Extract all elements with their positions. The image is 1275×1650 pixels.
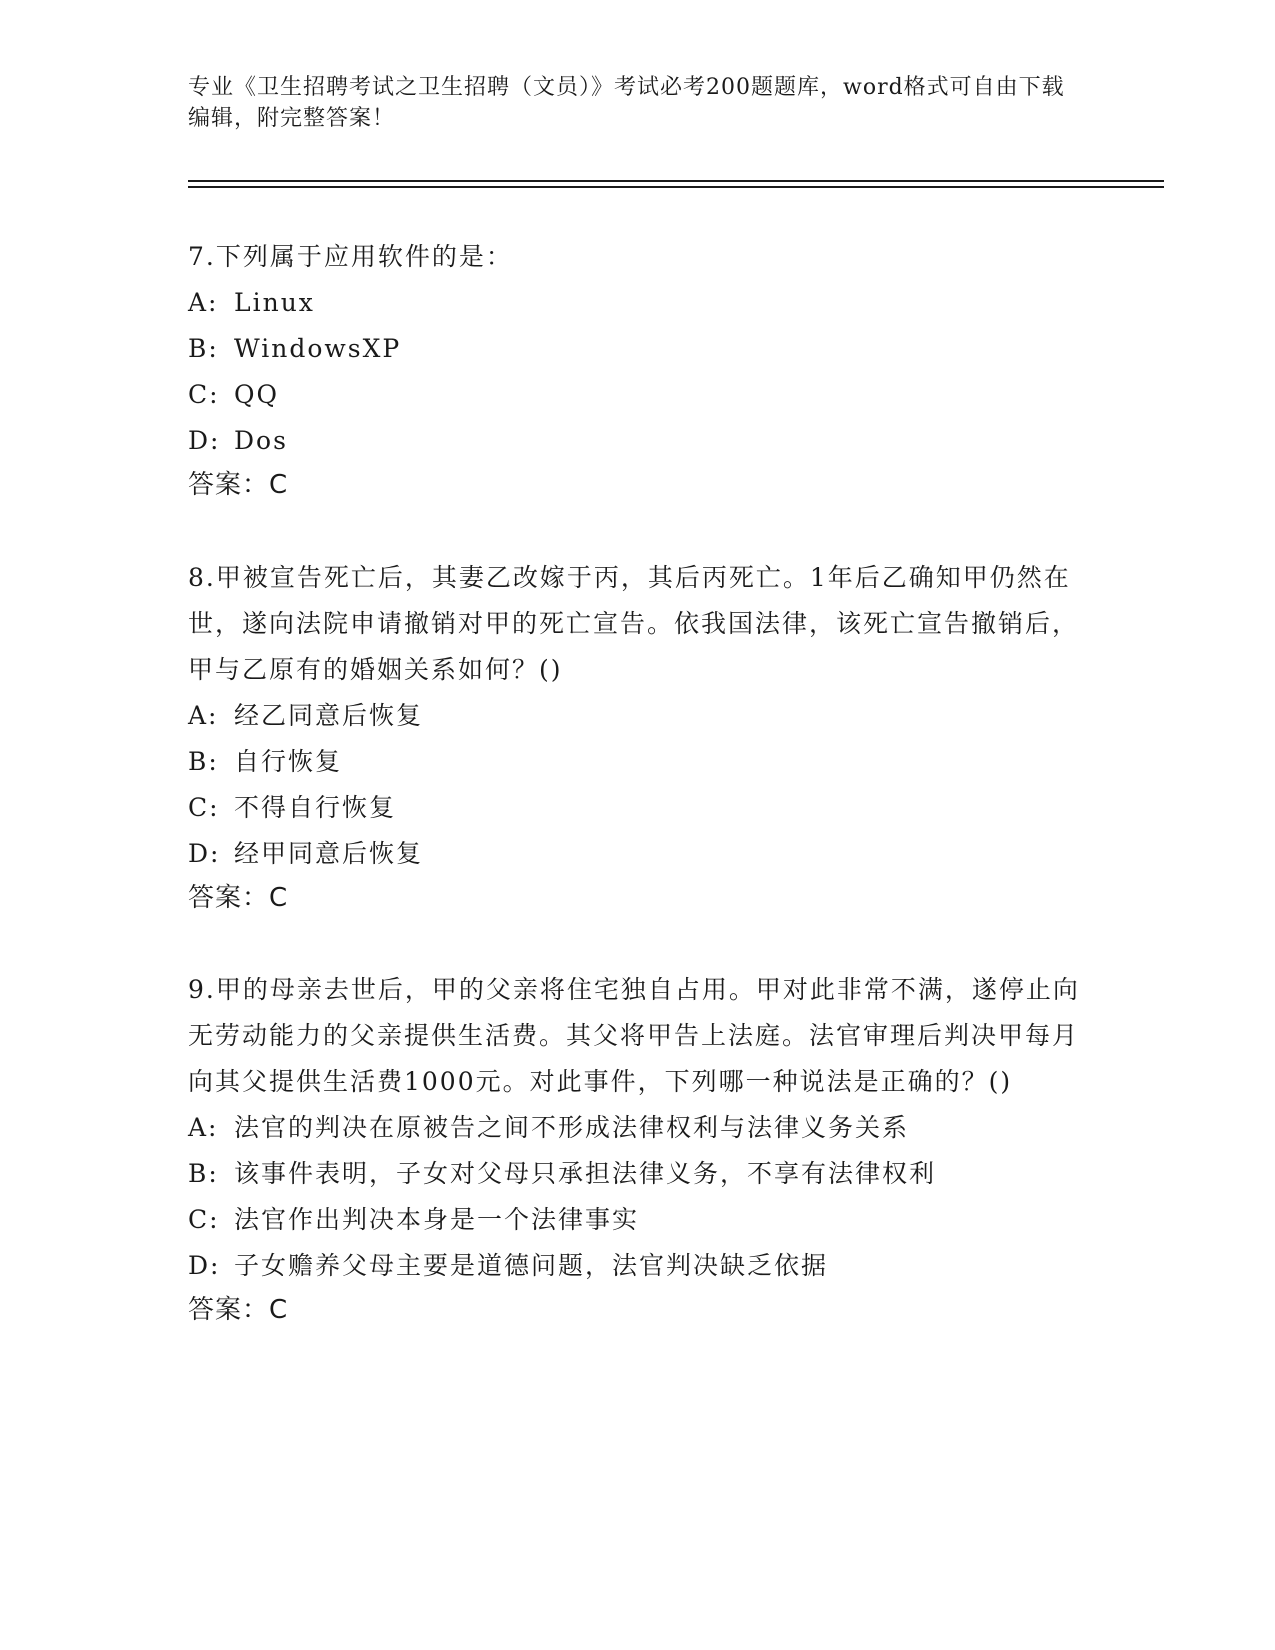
- question-option: [188, 1243, 1088, 1289]
- option-text: 经甲同意后恢复: [234, 839, 424, 868]
- option-text: 自行恢复: [234, 747, 343, 776]
- question-answer: 答案：C: [188, 1295, 289, 1325]
- question-block: [188, 555, 1088, 921]
- option-key: B:: [188, 1159, 219, 1188]
- option-text: 子女赡养父母主要是道德问题，法官判决缺乏依据: [234, 1251, 829, 1280]
- question-option: [188, 418, 1088, 464]
- question-stem: 7.下列属于应用软件的是：: [188, 242, 513, 271]
- question-option: [188, 1105, 1088, 1151]
- option-key: D:: [188, 839, 221, 868]
- header-intro-text: 专业《卫生招聘考试之卫生招聘（文员）》考试必考200题题库，word格式可自由下载编辑，附完整答案！: [188, 75, 1065, 131]
- option-text: 不得自行恢复: [234, 793, 397, 822]
- header-divider-line: [188, 180, 1164, 182]
- question-option: [188, 326, 1088, 372]
- option-text: WindowsXP: [234, 334, 402, 363]
- question-answer: 答案：C: [188, 470, 289, 500]
- option-text: 法官的判决在原被告之间不形成法律权利与法律义务关系: [234, 1113, 910, 1142]
- question-option: [188, 1197, 1088, 1243]
- question-answer: 答案：C: [188, 883, 289, 913]
- option-key: C:: [188, 1205, 220, 1234]
- option-text: 经乙同意后恢复: [234, 701, 424, 730]
- document-header: [188, 72, 1068, 134]
- option-key: B:: [188, 747, 219, 776]
- option-key: A:: [188, 288, 219, 317]
- question-option: [188, 1151, 1088, 1197]
- option-key: B:: [188, 334, 219, 363]
- option-key: A:: [188, 1113, 219, 1142]
- question-option: [188, 831, 1088, 877]
- question-option: [188, 372, 1088, 418]
- option-key: C:: [188, 380, 220, 409]
- option-key: D:: [188, 1251, 221, 1280]
- option-key: D:: [188, 426, 221, 455]
- option-text: 该事件表明，子女对父母只承担法律义务，不享有法律权利: [234, 1159, 937, 1188]
- option-text: Linux: [234, 288, 315, 317]
- question-option: [188, 693, 1088, 739]
- question-stem: 9.甲的母亲去世后，甲的父亲将住宅独自占用。甲对此非常不满，遂停止向无劳动能力的父亲提供生活费。其父将甲告上法庭。法官审理后判决甲每月向其父提供生活费1000元。对此事件，下列哪一种说法是正确的？(): [188, 975, 1080, 1096]
- option-text: QQ: [234, 380, 279, 409]
- option-key: A:: [188, 701, 219, 730]
- question-option: [188, 280, 1088, 326]
- question-option: [188, 785, 1088, 831]
- question-option: [188, 739, 1088, 785]
- question-stem: 8.甲被宣告死亡后，其妻乙改嫁于丙，其后丙死亡。1年后乙确知甲仍然在世，遂向法院申请撤销对甲的死亡宣告。依我国法律，该死亡宣告撤销后，甲与乙原有的婚姻关系如何？(): [188, 563, 1080, 684]
- header-divider-line: [188, 186, 1164, 188]
- question-block: [188, 234, 1088, 508]
- option-text: 法官作出判决本身是一个法律事实: [234, 1205, 640, 1234]
- option-key: C:: [188, 793, 220, 822]
- option-text: Dos: [234, 426, 288, 455]
- question-block: [188, 967, 1088, 1333]
